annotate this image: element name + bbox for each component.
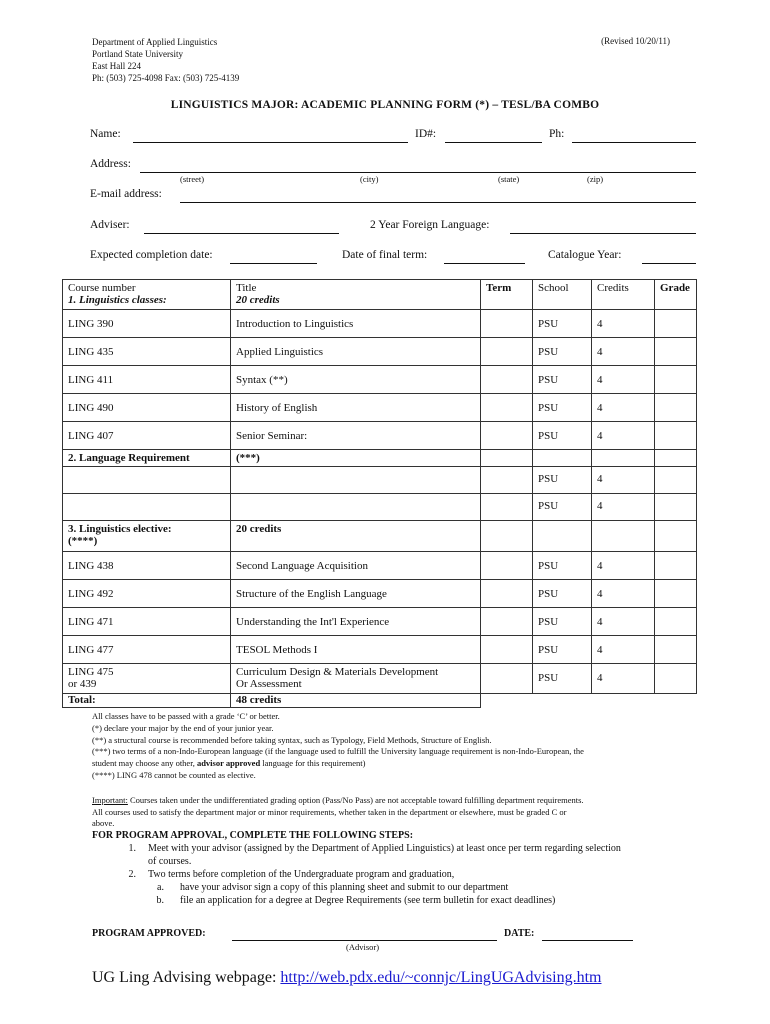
title-cell: Introduction to Linguistics [231, 310, 481, 338]
advisor-signature-field[interactable] [232, 940, 497, 941]
address-field[interactable] [140, 172, 696, 173]
empty-cell [655, 521, 697, 552]
title-cell: Applied Linguistics [231, 338, 481, 366]
school-cell: PSU [533, 580, 592, 608]
final-term-label: Date of final term: [342, 249, 428, 261]
step-number: 1. [128, 843, 136, 854]
section-3-credits: 20 credits [231, 521, 481, 552]
important-line: above. [92, 818, 115, 828]
name-label: Name: [90, 128, 121, 140]
title-cell: Senior Seminar: [231, 422, 481, 450]
footnote-text: language for this requirement) [260, 758, 366, 769]
important-note [92, 795, 692, 830]
table-row [63, 338, 697, 366]
term-cell[interactable] [481, 494, 533, 521]
step-2 [92, 868, 692, 881]
credits-cell: 4 [592, 394, 655, 422]
course-line: or 439 [68, 678, 97, 690]
id-field[interactable] [445, 142, 542, 143]
section-row [63, 450, 697, 467]
webpage-label: UG Ling Advising webpage: [92, 969, 277, 986]
empty-cell [655, 450, 697, 467]
term-cell[interactable] [481, 467, 533, 494]
form-title: LINGUISTICS MAJOR: ACADEMIC PLANNING FORM (*) – TESL/BA COMBO [170, 99, 600, 111]
course-cell: LING 438 [63, 552, 231, 580]
empty-cell [533, 450, 592, 467]
course-cell[interactable] [63, 494, 231, 521]
term-cell[interactable] [481, 394, 533, 422]
course-cell: LING 490 [63, 394, 231, 422]
school-cell: PSU [533, 422, 592, 450]
department-header [92, 36, 239, 84]
section-row [63, 521, 697, 552]
state-caption: (state) [498, 174, 520, 184]
footnote: All classes have to be passed with a grade ‘C’ or better. [92, 711, 280, 721]
section-2-note: (***) [231, 450, 481, 467]
empty-cell [481, 521, 533, 552]
school-cell: PSU [533, 608, 592, 636]
step-2b [92, 894, 692, 907]
credits-cell: 4 [592, 310, 655, 338]
credits-cell: 4 [592, 467, 655, 494]
step-1-cont [92, 855, 692, 868]
adviser-label: Adviser: [90, 219, 130, 231]
school-cell: PSU [533, 366, 592, 394]
name-field[interactable] [133, 142, 408, 143]
table-row [63, 636, 697, 664]
empty-cell [592, 521, 655, 552]
empty-cell [533, 694, 592, 708]
important-text: Courses taken under the undifferentiated grading option (Pass/No Pass) are not acceptable toward fulfilling department requirements. [127, 795, 584, 805]
term-cell[interactable] [481, 310, 533, 338]
email-label: E-mail address: [90, 188, 162, 200]
title-cell: Syntax (**) [231, 366, 481, 394]
street-caption: (street) [180, 174, 205, 184]
id-label: ID#: [415, 128, 437, 140]
section-1-label: 1. Linguistics classes: [68, 294, 167, 306]
expected-completion-field[interactable] [230, 263, 317, 264]
course-cell: LING 411 [63, 366, 231, 394]
footnote: (*) declare your major by the end of your junior year. [92, 722, 274, 733]
course-cell[interactable] [63, 467, 231, 494]
footnote: (***) two terms of a non-Indo-European language (if the language used to fulfill the University language requirement is non-Indo-European, the [92, 746, 584, 757]
title-cell: Second Language Acquisition [231, 552, 481, 580]
term-cell[interactable] [481, 338, 533, 366]
course-table [62, 279, 697, 708]
term-cell[interactable] [481, 636, 533, 664]
final-term-field[interactable] [444, 263, 525, 264]
term-cell[interactable] [481, 580, 533, 608]
title-heading: Title [236, 282, 257, 294]
empty-cell [481, 450, 533, 467]
course-cell: LING 407 [63, 422, 231, 450]
table-header-row [63, 280, 697, 310]
section-3-label-line: 3. Linguistics elective: [68, 523, 172, 535]
header-line: Department of Applied Linguistics [92, 37, 218, 47]
zip-caption: (zip) [587, 174, 604, 184]
program-approved-label: PROGRAM APPROVED: [92, 928, 206, 939]
grade-cell[interactable] [655, 366, 697, 394]
title-header [231, 280, 481, 310]
course-cell [63, 664, 231, 694]
steps-title: FOR PROGRAM APPROVAL, COMPLETE THE FOLLOWING STEPS: [92, 830, 414, 841]
date-field[interactable] [542, 940, 633, 941]
term-cell[interactable] [481, 552, 533, 580]
approval-steps [92, 829, 692, 907]
step-text: Two terms before completion of the Undergraduate program and graduation, [148, 869, 455, 880]
course-cell: LING 477 [63, 636, 231, 664]
date-label: DATE: [504, 928, 535, 939]
title-cell: Structure of the English Language [231, 580, 481, 608]
grade-cell[interactable] [655, 394, 697, 422]
course-cell: LING 471 [63, 608, 231, 636]
footnote-text: student may choose any other, [92, 758, 197, 769]
term-cell[interactable] [481, 366, 533, 394]
table-row [63, 552, 697, 580]
school-header: School [533, 280, 592, 310]
adviser-field[interactable] [144, 233, 339, 234]
table-row [63, 467, 697, 494]
header-line: Portland State University [92, 49, 183, 59]
school-cell: PSU [533, 552, 592, 580]
table-row [63, 310, 697, 338]
foreign-language-label: 2 Year Foreign Language: [370, 219, 490, 231]
grade-cell[interactable] [655, 608, 697, 636]
phone-label: Ph: [549, 128, 565, 140]
section-1-credits: 20 credits [236, 294, 280, 306]
school-cell: PSU [533, 467, 592, 494]
title-line: Curriculum Design & Materials Development [236, 666, 439, 678]
section-2-label: 2. Language Requirement [63, 450, 231, 467]
table-row [63, 664, 697, 694]
empty-cell [592, 450, 655, 467]
course-number-heading: Course number [68, 282, 136, 294]
footnote: (**) a structural course is recommended before taking syntax, such as Typology, Field Methods, Structure of English. [92, 734, 492, 745]
foreign-language-field[interactable] [510, 233, 696, 234]
grade-cell[interactable] [655, 552, 697, 580]
table-row [63, 608, 697, 636]
course-cell: LING 492 [63, 580, 231, 608]
table-row [63, 494, 697, 521]
empty-cell [592, 694, 655, 708]
grade-cell[interactable] [655, 636, 697, 664]
total-label: Total: [63, 694, 231, 708]
step-1 [92, 842, 692, 855]
title-cell: History of English [231, 394, 481, 422]
substep-text: have your advisor sign a copy of this planning sheet and submit to our department [180, 882, 509, 893]
step-number-spacer [92, 855, 148, 868]
school-cell: PSU [533, 664, 592, 694]
table-row [63, 366, 697, 394]
term-cell[interactable] [481, 664, 533, 694]
credits-cell: 4 [592, 552, 655, 580]
grade-cell[interactable] [655, 580, 697, 608]
school-cell: PSU [533, 338, 592, 366]
school-cell: PSU [533, 494, 592, 521]
school-cell: PSU [533, 636, 592, 664]
step-text: of courses. [148, 856, 192, 867]
email-field[interactable] [180, 202, 696, 203]
address-label: Address: [90, 158, 131, 170]
credits-cell: 4 [592, 422, 655, 450]
credits-cell: 4 [592, 366, 655, 394]
course-line: LING 475 [68, 666, 114, 678]
credits-cell: 4 [592, 608, 655, 636]
section-3-label-note: (****) [68, 535, 98, 547]
important-line [92, 795, 692, 807]
expected-completion-label: Expected completion date: [90, 249, 213, 261]
substep-letter: a. [157, 882, 164, 893]
credits-cell: 4 [592, 580, 655, 608]
grade-cell[interactable] [655, 310, 697, 338]
title-cell[interactable] [231, 467, 481, 494]
grade-cell[interactable] [655, 664, 697, 694]
revised-date: (Revised 10/20/11) [601, 36, 670, 46]
table-row [63, 580, 697, 608]
header-line: East Hall 224 [92, 61, 141, 71]
step-number: 2. [128, 869, 136, 880]
term-cell[interactable] [481, 608, 533, 636]
total-row [63, 694, 697, 708]
title-cell[interactable] [231, 494, 481, 521]
credits-header: Credits [592, 280, 655, 310]
advisor-caption: (Advisor) [346, 942, 380, 952]
school-cell: PSU [533, 310, 592, 338]
title-cell: TESOL Methods I [231, 636, 481, 664]
step-2a [92, 881, 692, 894]
table-row [63, 422, 697, 450]
grade-header: Grade [655, 280, 697, 310]
city-caption: (city) [360, 174, 379, 184]
total-value: 48 credits [231, 694, 481, 708]
credits-cell: 4 [592, 636, 655, 664]
important-label: Important: [92, 795, 128, 805]
empty-cell [533, 521, 592, 552]
substep-letter: b. [156, 895, 164, 906]
grade-cell[interactable] [655, 422, 697, 450]
catalogue-year-label: Catalogue Year: [548, 249, 622, 261]
header-line: Ph: (503) 725-4098 Fax: (503) 725-4139 [92, 73, 240, 83]
credits-cell: 4 [592, 494, 655, 521]
advising-webpage-link[interactable]: http://web.pdx.edu/~connjc/LingUGAdvising.htm [280, 969, 602, 986]
important-line: All courses used to satisfy the department major or minor requirements, whether taken in the department or elsewhere, must be graded C or [92, 806, 567, 817]
empty-cell [481, 694, 533, 708]
course-cell: LING 390 [63, 310, 231, 338]
section-3-label [63, 521, 231, 552]
footnote: (****) LING 478 cannot be counted as elective. [92, 769, 256, 780]
title-cell [231, 664, 481, 694]
credits-cell: 4 [592, 664, 655, 694]
catalogue-year-field[interactable] [642, 263, 696, 264]
credits-cell: 4 [592, 338, 655, 366]
term-cell[interactable] [481, 422, 533, 450]
empty-cell [655, 694, 697, 708]
course-number-header [63, 280, 231, 310]
course-cell: LING 435 [63, 338, 231, 366]
advising-webpage [92, 969, 602, 987]
grade-cell[interactable] [655, 467, 697, 494]
substep-text: file an application for a degree at Degree Requirements (see term bulletin for exact deadlines) [180, 895, 556, 906]
footnote [92, 758, 682, 770]
footnote-emphasis: advisor approved [196, 758, 261, 769]
table-row [63, 394, 697, 422]
footnotes [92, 711, 682, 782]
step-text: Meet with your advisor (assigned by the Department of Applied Linguistics) at least once per term regarding selection [148, 843, 621, 854]
school-cell: PSU [533, 394, 592, 422]
title-line: Or Assessment [236, 678, 302, 690]
phone-field[interactable] [572, 142, 696, 143]
term-header: Term [481, 280, 533, 310]
title-cell: Understanding the Int'l Experience [231, 608, 481, 636]
grade-cell[interactable] [655, 338, 697, 366]
grade-cell[interactable] [655, 494, 697, 521]
